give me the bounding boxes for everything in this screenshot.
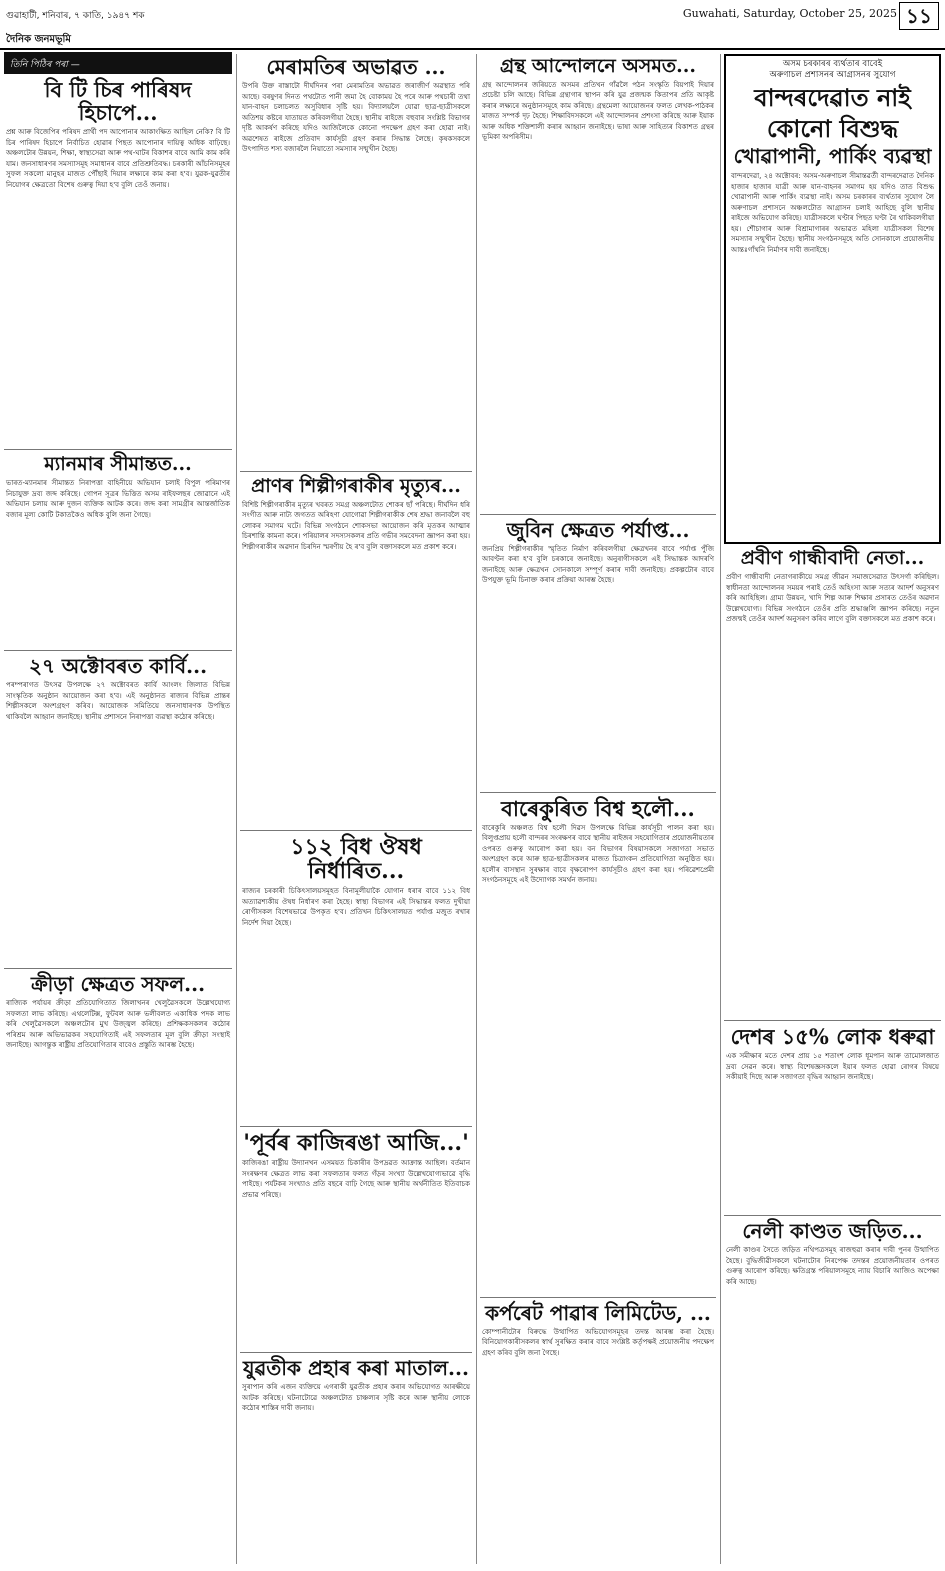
article-body: জনপ্ৰিয় শিল্পীগৰাকীৰ স্মৃতিত নিৰ্মাণ কৰিবলগীয়া ক্ষেত্ৰখনৰ বাবে পৰ্যাপ্ত পুঁজি আবণ্টন কৰা হ'ব বুলি চৰকাৰে জনাইছে। অনুৰাগীসকলে এই সিদ্ধান্তক আদৰণি জনাইছে আৰু ক্ষেত্ৰখন সোনকালে সম্পূৰ্ণ কৰাৰ দাবী জনাইছে। প্ৰকল্পটোৰ বাবে উপযুক্ত ভূমি চিনাক্ত কৰাৰ প্ৰক্ৰিয়া আৰম্ভ হৈছে। (482, 544, 714, 585)
paper-name: দৈনিক জনমভূমি (6, 34, 71, 45)
continued-tag: তিনি পিঠিৰ পৰা — (4, 55, 86, 74)
article-headline: 'পূৰ্বৰ কাজিৰঙা আজি...' (243, 1130, 469, 1157)
article-headline: ২৭ অক্টোবৰত কাৰ্বি... (28, 654, 208, 679)
column-rule (476, 54, 477, 1564)
article-body: গ্ৰন্থ আন্দোলনৰ জৰিয়তে অসমৰ প্ৰতিখন গাঁৱলৈ পঠন সংস্কৃতি বিয়পাই দিয়াৰ প্ৰচেষ্টা চলি আছে। বিভিন্ন গ্ৰন্থাগাৰ স্থাপন কৰি যুৱ প্ৰজন্মক কিতাপৰ প্ৰতি আকৃষ্ট কৰাৰ লক্ষ্যৰে অনুষ্ঠানসমূহে কাম কৰিছে। গ্ৰন্থমেলা আয়োজনৰ ফলত লেখক-পাঠকৰ মাজত সম্পৰ্ক দৃঢ় হৈছে। শিক্ষাবিদসকলে এই আন্দোলনৰ প্ৰশংসা কৰিছে আৰু ইয়াক আৰু অধিক শক্তিশালী কৰাৰ আহ্বান জনাইছে। ভাষা আৰু সাহিত্যৰ বিকাশত গ্ৰন্থৰ ভূমিকা অপৰিসীম। (482, 80, 714, 142)
divider (4, 968, 232, 969)
article-body: সুৰাপান কৰি এজন ব্যক্তিয়ে এগৰাকী যুৱতীক প্ৰহাৰ কৰাৰ অভিযোগত আৰক্ষীয়ে আটক কৰিছে। ঘটনাটোৱে অঞ্চলটোত চাঞ্চল্যৰ সৃষ্টি কৰে আৰু স্থানীয় লোকে কঠোৰ শাস্তিৰ দাবী জনায়। (242, 1383, 470, 1413)
column-2 (240, 52, 472, 1564)
masthead-row (0, 30, 945, 50)
date-english: Guwahati, Saturday, October 25, 2025 (682, 7, 897, 20)
lead-headline: কোনো বিশুদ্ধ (766, 113, 899, 143)
article-headline: জুবিন ক্ষেত্ৰত পৰ্যাপ্ত... (506, 517, 690, 542)
article-body: পৰম্পৰাগত উৎসৱ উপলক্ষে ২৭ অক্টোবৰত কাৰ্বি আংলং জিলাত বিভিন্ন সাংস্কৃতিক অনুষ্ঠান আয়োজন কৰা হ'ব। এই অনুষ্ঠানত ৰাজ্যৰ বিভিন্ন প্ৰান্তৰ শিল্পীসকলে অংশগ্ৰহণ কৰিব। আয়োজক সমিতিয়ে জনসাধাৰণক উপস্থিত থাকিবলৈ আহ্বান জনাইছে। স্থানীয় প্ৰশাসনে নিৰাপত্তা ব্যৱস্থা কঠোৰ কৰিছে। (6, 681, 230, 721)
article-headline: দেশৰ ১৫% লোক ধৰুৱা (730, 1024, 935, 1050)
article-body: উপৰি উক্ত ৰাস্তাটো দীৰ্ঘদিনৰ পৰা মেৰামতিৰ অভাৱত জৰাজীৰ্ণ অৱস্থাত পৰি আছে। বৰষুণৰ দিনত পথটোত পানী জমা হৈ বোকাময় হৈ পৰে আৰু পথচাৰী তথা যান-বাহন চলাচলত অসুবিধাৰ সৃষ্টি হয়। বিদ্যালয়লৈ যোৱা ছাত্ৰ-ছাত্ৰীসকলে অতিশয় কষ্টৰে যাতায়ত কৰিবলগীয়া হৈছে। স্থানীয় ৰাইজে বহুবাৰ সংশ্লিষ্ট বিভাগৰ দৃষ্টি আকৰ্ষণ কৰিছে যদিও আজিলৈকে কোনো পদক্ষেপ গ্ৰহণ কৰা হোৱা নাই। অৱশেষত ৰাইজে প্ৰতিবাদ কাৰ্যসূচী গ্ৰহণ কৰাৰ সিদ্ধান্ত লৈছে। কৃষকসকলে উৎপাদিত শস্য বজাৰলৈ নিয়াতো সমস্যাৰ সন্মুখীন হৈছে। (242, 82, 470, 153)
lead-headline: খোৱাপানী, পাৰ্কিং ব্যৱস্থা (733, 144, 932, 169)
column-1 (4, 52, 232, 1564)
divider (480, 792, 716, 793)
article-headline: বি টি চিৰ পাৰিষদ হিচাপে... (44, 77, 192, 126)
article-headline: ১১২ বিধ ঔষধ নিৰ্ধাৰিত... (290, 833, 422, 885)
article-headline: কৰ্পৰেট পাৱাৰ লিমিটেড, ... (485, 1300, 711, 1325)
article-body: ৰাজ্যৰ চৰকাৰী চিকিৎসালয়সমূহত বিনামূলীয়াকৈ যোগান ধৰাৰ বাবে ১১২ বিধ অত্যাৱশ্যকীয় ঔষধ নিৰ্ধাৰণ কৰা হৈছে। স্বাস্থ্য বিভাগৰ এই সিদ্ধান্তৰ ফলত দুখীয়া ৰোগীসকল বিশেষভাৱে উপকৃত হ'ব। প্ৰতিখন চিকিৎসালয়ত পৰ্যাপ্ত মজুত ৰখাৰ নিৰ্দেশ দিয়া হৈছে। (242, 887, 470, 927)
article-body: প্ৰবীণ গান্ধীবাদী নেতাগৰাকীয়ে সমগ্ৰ জীৱন সমাজসেৱাত উৎসৰ্গা কৰিছিল। স্বাধীনতা আন্দোলনৰ সময়ৰ পৰাই তেওঁ অহিংসা আৰু সত্যৰ আদৰ্শ অনুসৰণ কৰি আহিছিল। গ্ৰাম্য উন্নয়ন, খাদি শিল্প আৰু শিক্ষাৰ প্ৰসাৰত তেওঁৰ অৱদান উল্লেখযোগ্য। বিভিন্ন সংগঠনে তেওঁৰ প্ৰতি শ্ৰদ্ধাঞ্জলি জ্ঞাপন কৰিছে। নতুন প্ৰজন্মই তেওঁৰ আদৰ্শ অনুসৰণ কৰিব লাগে বুলি বক্তাসকলে মত প্ৰকাশ কৰে। (726, 573, 939, 624)
divider (240, 471, 472, 472)
article-body: নেলী কাণ্ডৰ সৈতে জড়িত নথিপত্ৰসমূহ ৰাজহুৱা কৰাৰ দাবী পুনৰ উত্থাপিত হৈছে। বুদ্ধিজীৱীসকলে ঘটনাটোৰ নিৰপেক্ষ তদন্তৰ প্ৰয়োজনীয়তাৰ ওপৰত গুৰুত্ব আৰোপ কৰিছে। ক্ষতিগ্ৰস্ত পৰিয়ালসমূহে ন্যায় বিচাৰি আজিও অপেক্ষা কৰি আছে। (726, 1246, 939, 1286)
article-headline: নেলী কাণ্ডত জড়িত... (742, 1219, 923, 1244)
divider (240, 830, 472, 831)
page-header (0, 0, 945, 30)
divider (4, 449, 232, 450)
lead-story-box (724, 54, 941, 544)
date-assamese: গুৱাহাটী, শনিবাৰ, ৭ কাতি, ১৯৪৭ শক (6, 11, 145, 21)
lead-kicker: অসম চৰকাৰৰ ব্যৰ্থতাৰ বাবেই (782, 59, 883, 69)
page-number: ১১ (899, 2, 939, 30)
divider (240, 1352, 472, 1353)
divider (240, 1126, 472, 1127)
article-body: এক সমীক্ষাৰ মতে দেশৰ প্ৰায় ১৫ শতাংশ লোক ধূমপান আৰু তামোলজাত দ্ৰব্য সেৱন কৰে। স্বাস্থ্য বিশেষজ্ঞসকলে ইয়াৰ ফলত হোৱা ৰোগৰ বিষয়ে সকীয়াই দিছে আৰু সজাগতা বৃদ্ধিৰ আহ্বান জনাইছে। (726, 1052, 939, 1082)
article-headline: মেৰামতিৰ অভাৱত ... (266, 55, 446, 79)
continued-banner (4, 52, 232, 74)
lead-kicker: অৰুণাচল প্ৰশাসনৰ আগ্ৰাসনৰ সুযোগ (769, 70, 896, 80)
divider (4, 650, 232, 651)
article-headline: প্ৰাণৰ শিল্পীগৰাকীৰ মৃত্যুৰ... (251, 475, 461, 497)
article-body: বাৰেকুৰি অঞ্চলত বিশ্ব হলৌ দিৱস উপলক্ষে বিভিন্ন কাৰ্যসূচী পালন কৰা হয়। বিলুপ্তপ্ৰায় হলৌ বান্দৰৰ সংৰক্ষণৰ বাবে স্থানীয় ৰাইজৰ সহযোগিতাৰ প্ৰয়োজনীয়তাৰ ওপৰত গুৰুত্ব আৰোপ কৰা হয়। বন বিভাগৰ বিষয়াসকলে সজাগতা সভাত অংশগ্ৰহণ কৰে আৰু ছাত্ৰ-ছাত্ৰীসকলৰ মাজত চিত্ৰাংকন প্ৰতিযোগিতা অনুষ্ঠিত হয়। হলৌৰ বাসস্থান সুৰক্ষাৰ বাবে বৃক্ষৰোপণ কাৰ্যসূচীও গ্ৰহণ কৰা হয়। পৰিৱেশপ্ৰেমী সংগঠনসমূহে এই উদ্যোগক সমৰ্থন জনায়। (482, 823, 714, 885)
article-headline: প্ৰবীণ গান্ধীবাদী নেতা... (740, 547, 925, 570)
article-headline: যুৱতীক প্ৰহাৰ কৰা মাতাল... (243, 1356, 469, 1381)
article-body: বিশিষ্ট শিল্পীগৰাকীৰ মৃত্যুৰ খবৰত সমগ্ৰ অঞ্চলটোত শোকৰ ছাঁ পৰিছে। দীৰ্ঘদিন ধৰি সংগীত আৰু নাট্য জগতত অৰিহণা যোগোৱা শিল্পীগৰাকীক শেষ শ্ৰদ্ধা জনাবলৈ বহু লোকৰ সমাগম ঘটে। বিভিন্ন সংগঠনে শোকসভা আয়োজন কৰি মৃতকৰ আত্মাৰ চিৰশান্তি কামনা কৰে। পৰিয়ালৰ সদস্যসকলৰ প্ৰতি গভীৰ সমবেদনা জ্ঞাপন কৰা হয়। শিল্পীগৰাকীৰ অৱদান চিৰদিন স্মৰণীয় হৈ ৰ'ব বুলি বক্তাসকলে মত প্ৰকাশ কৰে। (242, 500, 470, 551)
article-body: প্ৰশ্ন আৰু বিজেপিৰ পৰিষদ প্ৰাৰ্থী পদ আপোনাৰ আকাংক্ষিত আছিল নেকি? বি টি চিৰ পাৰিষদ হিচাপে নিৰ্বাচিত হোৱাৰ পিছত আপোনাৰ দায়িত্ব অধিক বাঢ়িছে। অঞ্চলটোৰ উন্নয়ন, শিক্ষা, স্বাস্থ্যসেৱা আৰু পথ-ঘাটৰ বিকাশৰ বাবে আমি কাম কৰি যাম। জনসাধাৰণৰ সমস্যাসমূহ সমাধানৰ বাবে প্ৰতিশ্ৰুতিবদ্ধ। চৰকাৰী আঁচনিসমূহৰ সুফল সকলো মানুহৰ মাজত পৌঁছাই দিয়াৰ লক্ষ্যৰে কাম কৰা হ'ব। যুৱক-যুৱতীৰ নিয়োগৰ ক্ষেত্ৰতো বিশেষ গুৰুত্ব দিয়া হ'ব বুলি তেওঁ জনায়। (6, 128, 230, 189)
article-headline: গ্ৰন্থ আন্দোলনে অসমত... (499, 55, 697, 77)
column-rule (236, 54, 237, 1564)
article-headline: ম্যানমাৰ সীমান্তত... (44, 453, 192, 476)
article-body: কোম্পানীটোৰ বিৰুদ্ধে উত্থাপিত অভিযোগসমূহৰ তদন্ত আৰম্ভ কৰা হৈছে। বিনিয়োগকাৰীসকলৰ স্বাৰ্থ সুৰক্ষিত কৰাৰ বাবে সংশ্লিষ্ট কৰ্তৃপক্ষই প্ৰয়োজনীয় পদক্ষেপ গ্ৰহণ কৰিব বুলি জনা গৈছে। (482, 1327, 714, 1357)
article-headline: ক্ৰীড়া ক্ষেত্ৰত সফল... (30, 972, 206, 997)
article-headline: বাৰেকুৰিত বিশ্ব হলৌ... (501, 795, 695, 821)
column-4 (724, 52, 941, 1564)
article-body: ভাৰত-ম্যানমাৰ সীমান্তত নিৰাপত্তা বাহিনীয়ে অভিযান চলাই বিপুল পৰিমাণৰ নিচাযুক্ত দ্ৰব্য জব্দ কৰিছে। গোপন সূত্ৰৰ ভিত্তিত অসম ৰাইফলছৰ জোৱানে এই অভিযান চলায় আৰু দুজন ব্যক্তিক আটক কৰে। জব্দ কৰা সামগ্ৰীৰ আন্তৰ্জাতিক বজাৰ মূল্য কোটি টকাতকৈও অধিক বুলি জনা গৈছে। (6, 479, 230, 519)
column-3 (480, 52, 716, 1564)
divider (724, 1215, 941, 1216)
divider (480, 1297, 716, 1298)
article-body: কাজিৰঙা ৰাষ্ট্ৰীয় উদ্যানখন এসময়ত চিকাৰীৰ উপদ্ৰৱত আক্ৰান্ত আছিল। বৰ্তমান সংৰক্ষণৰ ক্ষেত্ৰত লাভ কৰা সফলতাৰ ফলত গঁড়ৰ সংখ্যা উল্লেখযোগ্যভাৱে বৃদ্ধি পাইছে। পৰ্যটকৰ সংখ্যাও প্ৰতি বছৰে বাঢ়ি গৈছে আৰু স্থানীয় অৰ্থনীতিত ইতিবাচক প্ৰভাৱ পৰিছে। (242, 1159, 470, 1199)
lead-body: বান্দৰদেৱা, ২৪ অক্টোবৰ: অসম-অৰুণাচল সীমান্তৱৰ্তী বান্দৰদেৱাত দৈনিক হাজাৰ হাজাৰ যাত্ৰী আৰু যান-বাহনৰ সমাগম হয় যদিও তাত বিশুদ্ধ খোৱাপানী আৰু পাৰ্কিং ব্যৱস্থা নাই। অসম চৰকাৰৰ ব্যৰ্থতাৰ সুযোগ লৈ অৰুণাচল প্ৰশাসনে অঞ্চলটোত আগ্ৰাসন চলাই আহিছে বুলি স্থানীয় ৰাইজে অভিযোগ কৰিছে। যাত্ৰীসকলে ঘণ্টাৰ পিছত ঘণ্টা ৰৈ থাকিবলগীয়া হয়। শৌচাগাৰ আৰু বিশ্ৰামাগাৰৰ অভাৱত মহিলা যাত্ৰীসকল বিশেষ সমস্যাৰ সন্মুখীন হৈছে। স্থানীয় সংগঠনসমূহে অতি সোনকালে প্ৰয়োজনীয় আন্তঃগাঁথনি নিৰ্মাণৰ দাবী জনাইছে। (731, 172, 934, 254)
divider (480, 514, 716, 515)
column-rule (720, 54, 721, 1564)
lead-headline: বান্দৰদেৱাত নাই (754, 83, 911, 112)
article-body: ৰাজ্যিক পৰ্যায়ৰ ক্ৰীড়া প্ৰতিযোগিতাত জিলাখনৰ খেলুৱৈসকলে উল্লেখযোগ্য সফলতা লাভ কৰিছে। এথলেটিক্স, ফুটবল আৰু ভলীবলত একাধিক পদক লাভ কৰি খেলুৱৈসকলে অঞ্চলটোৰ মুখ উজ্জ্বল কৰিছে। প্ৰশিক্ষকসকলৰ কঠোৰ পৰিশ্ৰম আৰু অভিভাৱকৰ সহযোগিতাই এই সফলতাৰ মূল বুলি ক্ৰীড়া সংস্থাই জনাইছে। আগন্তুক ৰাষ্ট্ৰীয় প্ৰতিযোগিতাৰ বাবেও প্ৰস্তুতি আৰম্ভ হৈছে। (6, 999, 230, 1050)
divider (724, 1020, 941, 1021)
